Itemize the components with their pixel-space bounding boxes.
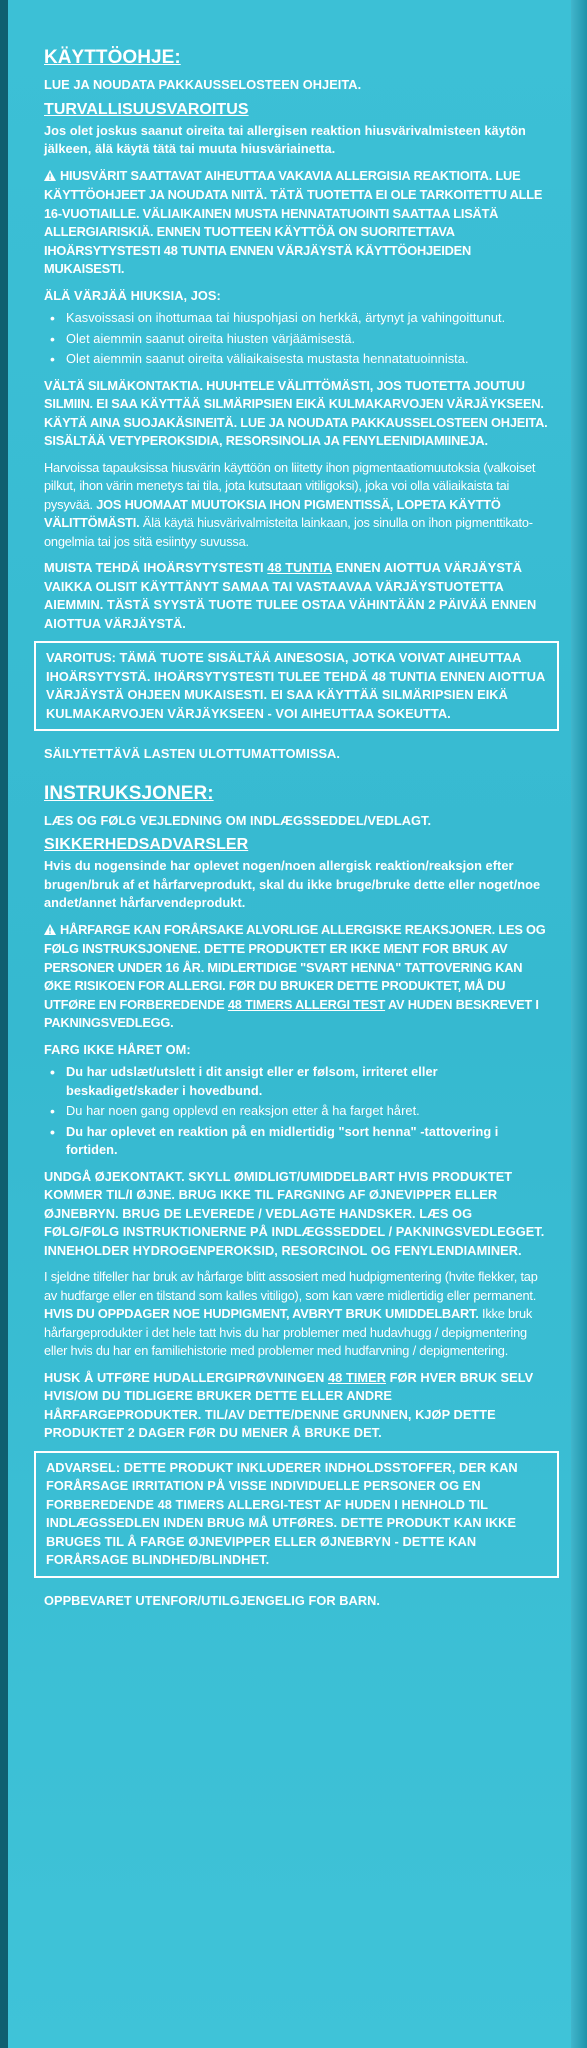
danish-vitiligo-paragraph <box>44 1268 549 1361</box>
finnish-vitiligo-text: Harvoissa tapauksissa hiusvärin käyttöön on liitetty ihon pigmentaatiomuutoksia (valkoiset pilkut, ihon värin menetys tai tila, jota kutsutaan vitiligoksi), joka voi olla väliaikaista tai pysyvää. <box>44 459 536 512</box>
package-right-edge <box>571 0 587 2048</box>
list-item: • Du har noen gang opplevd en reaksjon etter å ha farget håret. <box>44 1102 549 1121</box>
finnish-box-warning-text: VAROITUS: TÄMÄ TUOTE SISÄLTÄÄ AINESOSIA, JOTKA VOIVAT AIHEUTTAA IHOÄRSYTYSTÄ. IHOÄRSYTYSTESTI TULEE TEHDÄ 48 TUNTIA ENNEN AIOTTUA VÄRJÄYSTÄ OHJEEN MUKAISESTI. EI SAA KÄYTTÄÄ SILMÄRIPSIEN EIKÄ KULMAKARVOJEN VÄRJÄYKSEEN - VOI AIHEUTTAA SOKEUTTA. <box>46 650 545 721</box>
danish-children: OPPBEVARET UTENFOR/UTILGJENGELIG FOR BARN. <box>44 1592 381 1608</box>
danish-test-reminder-a: HUSK Å UTFØRE HUDALLERGIPRØVNINGEN <box>44 1369 325 1385</box>
danish-warning-text-a: HÅRFARGE KAN FORÅRSAKE ALVORLIGE ALLERGISKE REAKSJONER. LES OG FØLG INSTRUKSJONENE. DETTE PRODUKTET ER IKKE MENT FOR BRUK AV PERSONER UNDER 16 ÅR. MIDLERTIDIGE "SVART HENNA" TATTOVERING KAN ØKE RISIKOEN FOR ALLERGI. FØR DU BRUKER DETTE PRODUKTET, MÅ DU UTFØRE EN FORBEREDENDE <box>44 921 546 1012</box>
warning-triangle-icon <box>44 168 56 187</box>
finnish-children: SÄILYTETTÄVÄ LASTEN ULOTTUMATTOMISSA. <box>44 746 340 761</box>
package-left-edge <box>0 0 8 2048</box>
danish-test-reminder-b: FØR HVER BRUK SELV HVIS/OM DU TIDLIGERE BRUKER DETTE ELLER ANDRE HÅRFARGEPRODUKTER. TIL/AV DETTE/DENNE GRUNNEN, KJØP DETTE PRODUKTET 2 DAGER FØR DU MENER Å BRUKE DET. <box>44 1369 534 1440</box>
danish-safety-heading: SIKKERHEDSADVARSLER <box>44 836 249 853</box>
danish-allergy-paragraph: Hvis du nogensinde har oplevet nogen/noen allergisk reaktion/reaksjon efter brugen/bruk af et hårfarveprodukt, skal du ikke bruge/bruke dette eller noget/noe andet/annet hårfarvendeprodukt. <box>44 858 541 910</box>
finnish-test-reminder-hours: 48 TUNTIA <box>267 560 332 575</box>
danish-avoid-eyes: UNDGÅ ØJEKONTAKT. SKYLL ØMIDLIGT/UMIDDELBART HVIS PRODUKTET KOMMER TIL/I ØJNE. BRUG IKKE TIL FARGNING AF ØJNEVIPPER ELLER ØJNEBRYN. BRUG DE LEVEREDE / VEDLAGTE HANDSKER. LÆS OG FØLG/FØLG INSTRUKTIONERNE PÅ INDLÆGSSEDDEL / PAKNINGSVEDLEGGET. INNEHOLDER HYDROGENPEROKSID, RESORCINOL OG FENYLENDIAMINER. <box>44 1168 545 1258</box>
danish-warning-box <box>34 1451 559 1578</box>
finnish-warning-block <box>44 167 549 279</box>
finnish-warning-text: HIUSVÄRIT SAATTAVAT AIHEUTTAA VAKAVIA ALLERGISIA REAKTIOITA. LUE KÄYTTÖOHJEET JA NOUDATA NIITÄ. TÄTÄ TUOTETTA EI OLE TARKOITETTU ALLE 16-VUOTIAILLE. VÄLIAIKAINEN MUSTA HENNATATUOINTI SAATTAA LISÄTÄ ALLERGIARISKIÄ. ENNEN TUOTTEEN KÄYTTÖÄ ON SUORITETTAVA IHOÄRSYTYSTESTI 48 TUNTIA ENNEN VÄRJÄYSTÄ KÄYTTÖOHJEIDEN MUKAISESTI. <box>44 167 543 276</box>
danish-vitiligo-text: I sjeldne tilfeller har bruk av hårfarge blitt assosiert med hudpigmentering (hvite flekker, tap av hudfarge eller en tilstand som kalles vitiligo), som kan være midlertidig eller permanent. <box>44 1269 538 1303</box>
danish-do-not-dye-heading: FARG IKKE HÅRET OM: <box>44 1041 191 1057</box>
finnish-safety-heading: TURVALLISUUSVAROITUS <box>44 100 249 118</box>
danish-vitiligo-bold: HVIS DU OPPDAGER NOE HUDPIGMENT, AVBRYT BRUK UMIDDELBART. <box>44 1306 479 1321</box>
finnish-do-not-dye-heading: ÄLÄ VÄRJÄÄ HIUKSIA, JOS: <box>44 287 221 303</box>
list-item: • Olet aiemmin saanut oireita väliaikaisesta mustasta hennatatuoinnista. <box>44 350 549 369</box>
finnish-vitiligo-tail: Älä käytä hiusvärivalmisteita lainkaan, jos sinulla on ihon pigmenttikato-ongelmia tai jos sitä esiintyy suvussa. <box>44 515 533 549</box>
danish-test-reminder <box>44 1369 549 1443</box>
danish-test-reminder-hours: 48 TIMER <box>328 1369 387 1385</box>
list-item: • Kasvoissasi on ihottumaa tai hiuspohjasi on herkkä, ärtynyt ja vahingoittunut. <box>44 309 549 328</box>
danish-warning-text-b: AV HUDEN BESKREVET I PAKNINGSVEDLEGG. <box>44 996 539 1030</box>
danish-bullet-list <box>44 1063 549 1160</box>
danish-box-warning-text: ADVARSEL: DETTE PRODUKT INKLUDERER INDHOLDSSTOFFER, DER KAN FORÅRSAGE IRRITATION PÅ VISSE INDIVIDUELLE PERSONER OG EN FORBEREDENDE 48 TIMERS ALLERGI-TEST AF HUDEN I HENHOLD TIL INDLÆGSSEDLEN INDEN BRUG MÅ UTFØRES. DETTE PRODUKT KAN IKKE BRUGES TIL Å FARGE ØJNEVIPPER ELLER ØJNEBRYN - DETTE KAN FORÅRSAGE BLINDHED/BLINDHET. <box>46 1459 518 1567</box>
finnish-warning-box <box>34 641 559 731</box>
finnish-allergy-paragraph: Jos olet joskus saanut oireita tai allergisen reaktion hiusvärivalmisteen käytön jälkeen, älä käytä tätä tai muuta hiusväriainetta. <box>44 122 526 156</box>
instructions-text <box>44 46 549 1618</box>
danish-heading: INSTRUKSJONER: <box>44 782 214 804</box>
danish-warning-test: 48 TIMERS ALLERGI TEST <box>227 996 386 1012</box>
finnish-test-reminder-a: MUISTA TEHDÄ IHOÄRSYTYSTESTI <box>44 560 264 575</box>
finnish-test-reminder-b: ENNEN AIOTTUA VÄRJÄYSTÄ VAIKKA OLISIT KÄYTTÄNYT SAMAA TAI VASTAAVAA VÄRJÄYSTUOTETTA AIEMMIN. TÄSTÄ SYYSTÄ TUOTE TULEE OSTAA VÄHINTÄÄN 2 PÄIVÄÄ ENNEN AIOTTUA VÄRJÄYSTÄ. <box>44 560 537 631</box>
danish-warning-block <box>44 921 549 1033</box>
list-item: • Du har udslæt/utslett i dit ansigt eller er følsom, irriteret eller beskadiget/skader i hovedbund. <box>44 1063 549 1100</box>
finnish-bullet-list <box>44 309 549 369</box>
list-item: • Du har oplevet en reaktion på en midlertidig "sort henna" -tattovering i fortiden. <box>44 1123 549 1160</box>
finnish-vitiligo-bold: JOS HUOMAAT MUUTOKSIA IHON PIGMENTISSÄ, LOPETA KÄYTTÖ VÄLITTÖMÄSTI. <box>44 496 501 530</box>
danish-vitiligo-tail: Ikke bruk hårfargeprodukter i det hele tatt hvis du har problemer med hudavhugg / depigmentering eller hvis du har en familiehistorie med problemer med hudfarvning / depigmentering. <box>44 1306 533 1358</box>
finnish-read-leaflet: LUE JA NOUDATA PAKKAUSSELOSTEEN OHJEITA. <box>44 77 362 92</box>
finnish-heading: KÄYTTÖOHJE: <box>44 47 181 68</box>
danish-read-leaflet: LÆS OG FØLG VEJLEDNING OM INDLÆGSSEDDEL/VEDLAGT. <box>44 812 432 828</box>
finnish-vitiligo-paragraph <box>44 459 549 552</box>
finnish-test-reminder <box>44 559 549 633</box>
list-item: • Olet aiemmin saanut oireita hiusten värjäämisestä. <box>44 330 549 349</box>
finnish-avoid-eyes: VÄLTÄ SILMÄKONTAKTIA. HUUHTELE VÄLITTÖMÄSTI, JOS TUOTETTA JOUTUU SILMIIN. EI SAA KÄYTTÄÄ SILMÄRIPSIEN EIKÄ KULMAKARVOJEN VÄRJÄYKSEEN. KÄYTÄ AINA SUOJAKÄSINEITÄ. LUE JA NOUDATA PAKKAUSSELOSTEEN OHJEITA. SISÄLTÄÄ VETYPEROKSIDIA, RESORSINOLIA JA FENYLEENIDIAMIINEJA. <box>44 377 548 448</box>
warning-triangle-icon <box>44 922 56 941</box>
